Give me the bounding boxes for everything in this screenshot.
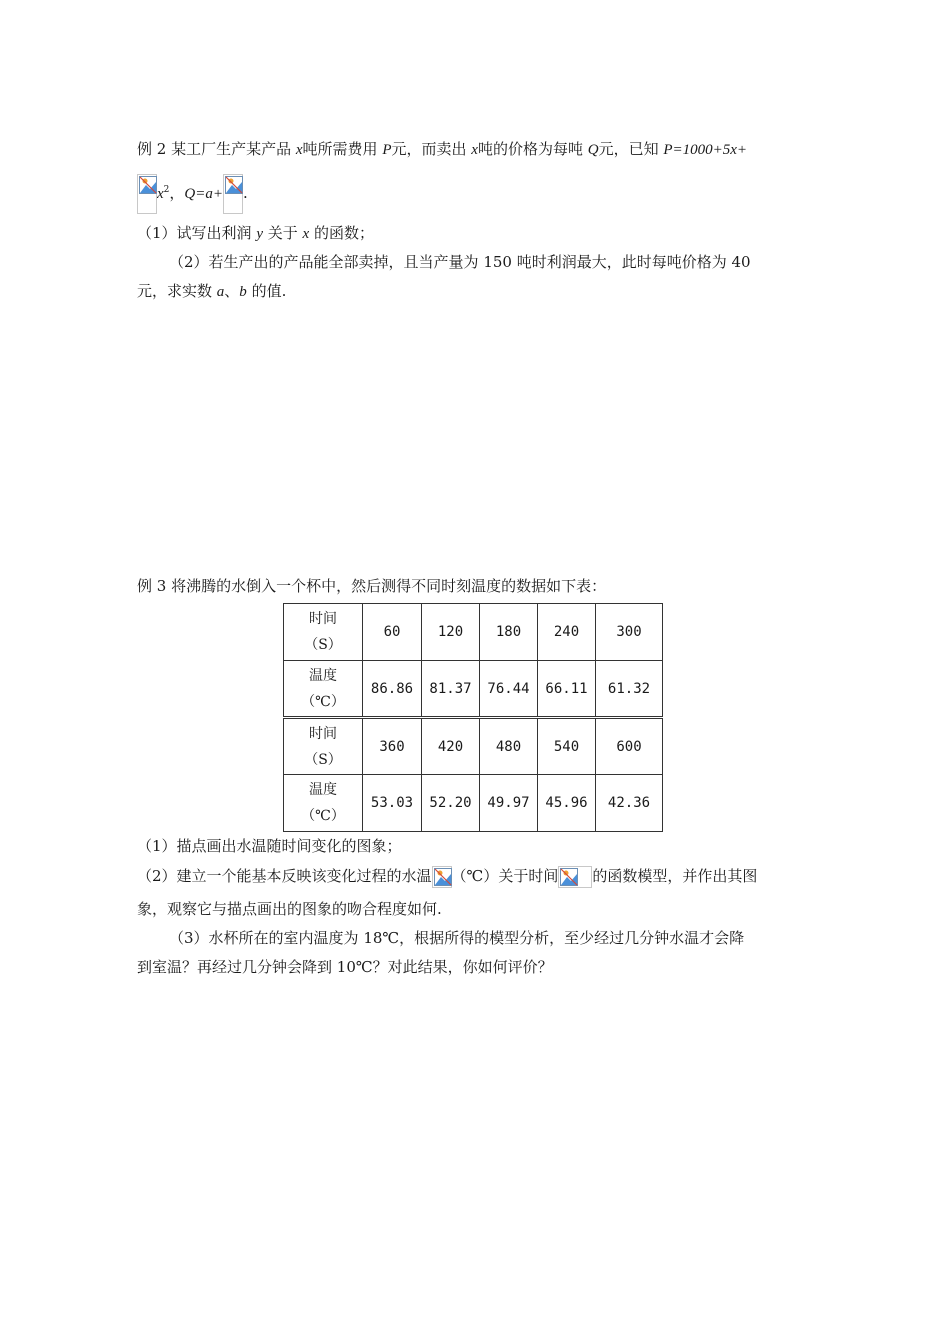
text: 元，而卖出: [391, 140, 472, 158]
var-x: x: [157, 186, 164, 202]
example2-line2: [137, 168, 248, 216]
text: 例 2 某工厂生产某产品: [137, 140, 296, 158]
broken-image-icon: [223, 174, 243, 214]
text: 吨的价格为每吨: [477, 140, 588, 158]
table-cell: 66.11: [538, 661, 596, 718]
table-cell: 52.20: [422, 775, 480, 832]
broken-image-icon: [558, 866, 592, 888]
text: 时间: [309, 725, 337, 742]
table-cell: 540: [538, 718, 596, 775]
var-x: x: [471, 142, 478, 158]
table-cell: 60: [363, 604, 422, 661]
text: （S）: [304, 637, 342, 653]
text: （℃）关于时间: [451, 867, 559, 885]
text: 的值.: [246, 282, 287, 300]
time-header: [284, 604, 363, 661]
example3-intro: 例 3 将沸腾的水倒入一个杯中，然后测得不同时刻温度的数据如下表：: [137, 577, 607, 595]
table-cell: 42.36: [596, 775, 663, 832]
table-cell: 61.32: [596, 661, 663, 718]
text: （1）试写出利润: [137, 224, 257, 242]
table-cell: 360: [363, 718, 422, 775]
example2-q1: [137, 223, 374, 244]
table-cell: 76.44: [480, 661, 538, 718]
table-cell: 49.97: [480, 775, 538, 832]
example3-q3-line2: 到室温？再经过几分钟会降到 10℃？对此结果，你如何评价？: [137, 958, 553, 976]
example2-line1: [137, 139, 747, 160]
text: 的函数；: [309, 224, 374, 242]
table-cell: 120: [422, 604, 480, 661]
text: ，: [169, 184, 185, 202]
var-a: a: [216, 284, 225, 300]
table-cell: 600: [596, 718, 663, 775]
table-cell: 180: [480, 604, 538, 661]
text: 吨所需费用: [302, 140, 383, 158]
table-cell: 240: [538, 604, 596, 661]
text: 时间: [309, 611, 337, 627]
table-cell: 420: [422, 718, 480, 775]
var-b: b: [239, 284, 247, 300]
var-p: P: [382, 142, 392, 158]
var-x: x: [302, 226, 310, 242]
example3-q2-line1: [137, 866, 757, 888]
formula-q: Q=a+: [184, 186, 223, 202]
temp-header: [284, 775, 363, 832]
table-cell: 86.86: [363, 661, 422, 718]
table-row: [284, 718, 663, 775]
temp-header: [284, 661, 363, 718]
temperature-table: [283, 603, 663, 832]
broken-image-icon: [137, 174, 157, 214]
exponent: 2: [163, 185, 170, 195]
example3-q3-line1: （3）水杯所在的室内温度为 18℃，根据所得的模型分析，至少经过几分钟水温才会降: [169, 929, 745, 947]
table-row: [284, 661, 663, 718]
example3-q2-line2: 象，观察它与描点画出的图象的吻合程度如何.: [137, 900, 442, 918]
text: .: [243, 184, 248, 202]
table-cell: 480: [480, 718, 538, 775]
table-cell: 81.37: [422, 661, 480, 718]
text: 元，求实数: [137, 282, 217, 300]
text: 关于: [262, 224, 303, 242]
text: 元，已知: [598, 140, 664, 158]
var-x: x: [295, 142, 303, 158]
var-y: y: [256, 226, 263, 242]
text: （2）建立一个能基本反映该变化过程的水温: [137, 867, 432, 885]
table-cell: 300: [596, 604, 663, 661]
example2-q2-line2: [137, 281, 286, 302]
table-row: [284, 775, 663, 832]
text: 、: [224, 282, 240, 300]
example2-q2-line1: （2）若生产出的产品能全部卖掉，且当产量为 150 吨时利润最大，此时每吨价格为 40: [169, 253, 751, 271]
example3-q1: （1）描点画出水温随时间变化的图象；: [137, 837, 402, 855]
broken-image-icon: [432, 866, 452, 888]
text: 温度: [309, 782, 337, 798]
text: （S）: [304, 751, 342, 768]
time-header: [284, 718, 363, 775]
table-row: [284, 604, 663, 661]
text: （℃）: [301, 693, 345, 710]
table-cell: 45.96: [538, 775, 596, 832]
formula-p: P=1000+5x+: [663, 142, 748, 158]
text: 温度: [309, 667, 337, 684]
var-q: Q: [587, 142, 599, 158]
table-cell: 53.03: [363, 775, 422, 832]
text: （℃）: [301, 808, 345, 824]
text: 的函数模型，并作出其图: [592, 867, 758, 885]
